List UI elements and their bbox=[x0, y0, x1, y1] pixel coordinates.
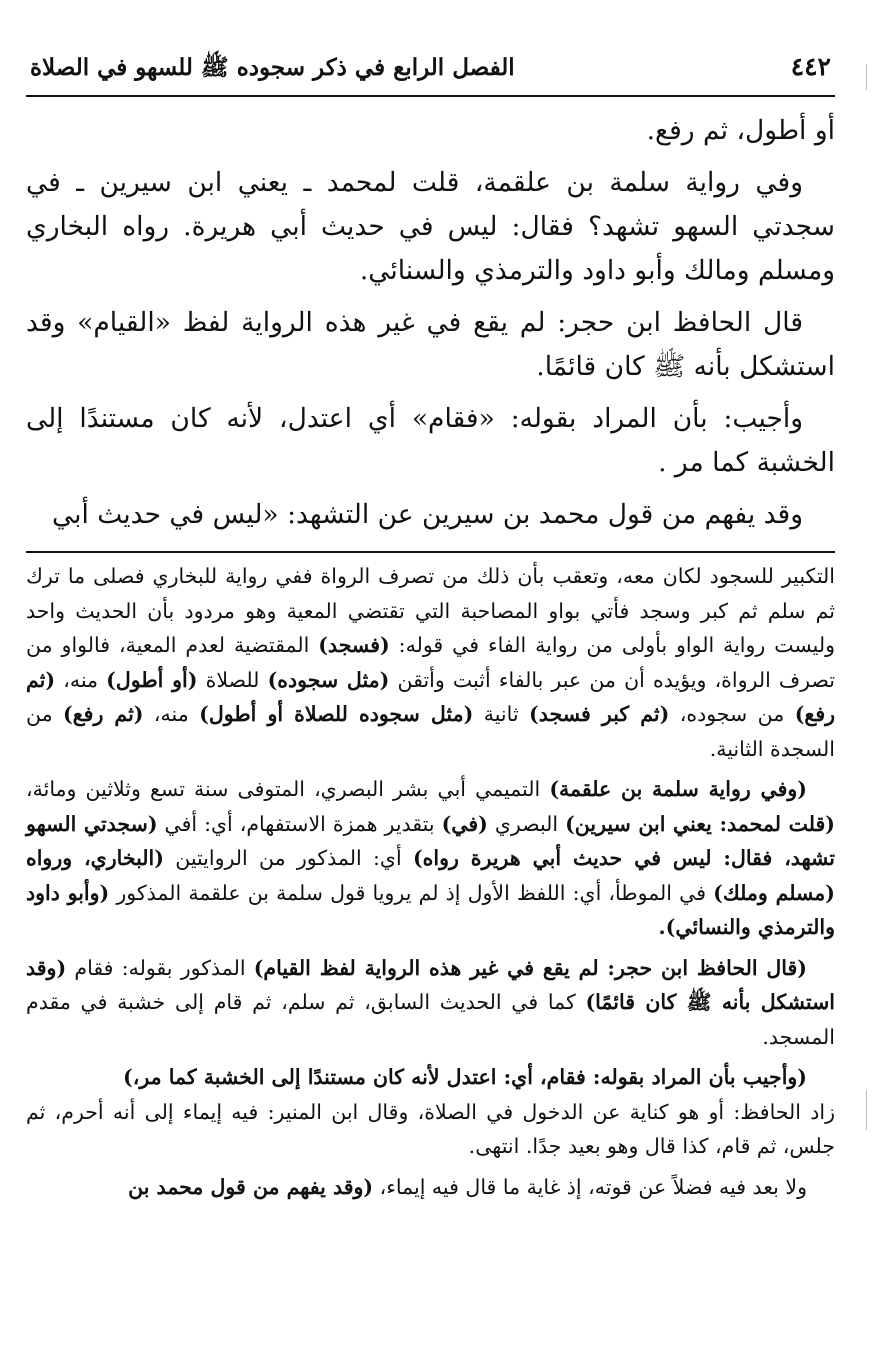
commentary-paragraph bbox=[26, 1170, 835, 1205]
main-paragraph: قال الحافظ ابن حجر: لم يقع في غير هذه الرواية لفظ «القيام» وقد استشكل بأنه ﷺ كان قائمًا. bbox=[26, 307, 835, 382]
main-paragraph: وقد يفهم من قول محمد بن سيرين عن التشهد: «ليس في حديث أبي bbox=[52, 499, 803, 530]
commentary-quote: (مثل سجوده) bbox=[267, 667, 390, 692]
commentary-paragraph bbox=[26, 951, 835, 1055]
commentary-text: منه، bbox=[143, 702, 200, 726]
commentary-text: المقتضية لعدم المعية، فالواو من تصرف الرواة، ويؤيده أن من عبر بالفاء أثبت وأتقن bbox=[26, 633, 835, 692]
page-number: ٤٤٢ bbox=[790, 52, 831, 81]
commentary-quote: (وقد يفهم من قول محمد بن bbox=[128, 1174, 374, 1199]
commentary-text: كما في الحديث السابق، ثم سلم، ثم قام إلى خشبة في مقدم المسجد. bbox=[26, 990, 835, 1049]
commentary-quote: (وأبو داود والترمذي والنسائي). bbox=[26, 880, 835, 939]
commentary-text: التكبير للسجود لكان معه، وتعقب بأن ذلك من تصرف الرواة ففي رواية للبخاري فصلى ما ترك ثم سلم ثم كبر وسجد فأتي بواو المصاحبة التي تقتضي المعية وهو مردود بأن الحديث واحد وليست رواية الواو بأولى من رواية الفاء في قوله: bbox=[26, 564, 835, 657]
commentary-text: منه، bbox=[55, 667, 107, 692]
commentary-quote: (وفي رواية سلمة بن علقمة) bbox=[549, 777, 807, 801]
commentary-text: أي: المذكور من الروايتين bbox=[163, 846, 413, 870]
running-header bbox=[26, 52, 835, 97]
commentary-quote: (مثل سجوده للصلاة أو أطول) bbox=[199, 702, 474, 726]
commentary-quote: (وقد استشكل بأنه ﷺ كان قائمًا) bbox=[26, 955, 835, 1014]
scan-margin-mark bbox=[866, 64, 867, 90]
commentary-text: زاد الحافظ: أو هو كناية عن الدخول في الصلاة، وقال ابن المنير: فيه إيماء إلى أنه أحرم، ثم جلس، ثم قام، كذا قال وهو بعيد جدًا. انتهى. bbox=[26, 1099, 835, 1158]
commentary-quote: (ثم رفع) bbox=[26, 667, 836, 726]
commentary-quote: (في) bbox=[441, 811, 488, 836]
commentary-quote: (البخاري، ورواه (مسلم وملك) bbox=[26, 846, 835, 905]
commentary-quote: (فسجد) bbox=[318, 633, 390, 657]
commentary-text: للصلاة bbox=[197, 667, 268, 692]
commentary-quote: (ثم كبر فسجد) bbox=[529, 702, 670, 726]
scan-margin-mark bbox=[866, 1090, 867, 1130]
main-paragraph: وفي رواية سلمة بن علقمة، قلت لمحمد ـ يعني ابن سيرين ـ في سجدتي السهو تشهد؟ فقال: ليس في حديث أبي هريرة. رواه البخاري ومسلم ومالك وأبو داود والترمذي والسنائي. bbox=[26, 167, 835, 286]
commentary-quote: (ثم رفع) bbox=[63, 702, 144, 726]
commentary-quote: (قال الحافظ ابن حجر: لم يقع في غير هذه الرواية لفظ القيام) bbox=[253, 955, 807, 980]
commentary-paragraph bbox=[26, 559, 835, 766]
commentary-text: المذكور بقوله: فقام bbox=[66, 955, 254, 980]
commentary-text: التميمي أبي بشر البصري، المتوفى سنة تسع وثلاثين ومائة، bbox=[26, 777, 550, 801]
commentary-paragraph bbox=[26, 772, 835, 945]
commentary-text: بتقدير همزة الاستفهام، أي: أفي bbox=[157, 811, 442, 836]
main-paragraph: وأجيب: بأن المراد بقوله: «فقام» أي اعتدل، لأنه كان مستندًا إلى الخشبة كما مر . bbox=[26, 403, 835, 478]
commentary-text: من السجدة الثانية. bbox=[26, 702, 835, 761]
commentary-quote: (قلت لمحمد: يعني ابن سيرين) bbox=[565, 811, 835, 836]
commentary-paragraph bbox=[26, 1060, 835, 1164]
commentary-quote: (وأجيب بأن المراد بقوله: فقام، أي: اعتدل لأنه كان مستندًا إلى الخشبة كما مر،) bbox=[123, 1065, 807, 1089]
header-title: الفصل الرابع في ذكر سجوده ﷺ للسهو في الصلاة bbox=[30, 54, 515, 81]
commentary-quote: (سجدتي السهو تشهد، فقال: ليس في حديث أبي هريرة رواه) bbox=[26, 811, 836, 870]
main-paragraph: أو أطول، ثم رفع. bbox=[646, 115, 835, 146]
commentary-text: البصري bbox=[487, 811, 566, 836]
commentary-section bbox=[26, 559, 835, 1204]
footnote-divider bbox=[26, 551, 835, 553]
commentary-text: ولا بعد فيه فضلاً عن قوته، إذ غاية ما قال فيه إيماء، bbox=[373, 1174, 807, 1199]
main-text bbox=[26, 109, 835, 537]
commentary-quote: (أو أطول) bbox=[106, 667, 198, 692]
commentary-text: من سجوده، bbox=[669, 702, 795, 726]
commentary-text: في الموطأ، أي: اللفظ الأول إذ لم يرويا قول سلمة بن علقمة المذكور bbox=[109, 880, 714, 905]
commentary-text: ثانية bbox=[473, 702, 530, 726]
